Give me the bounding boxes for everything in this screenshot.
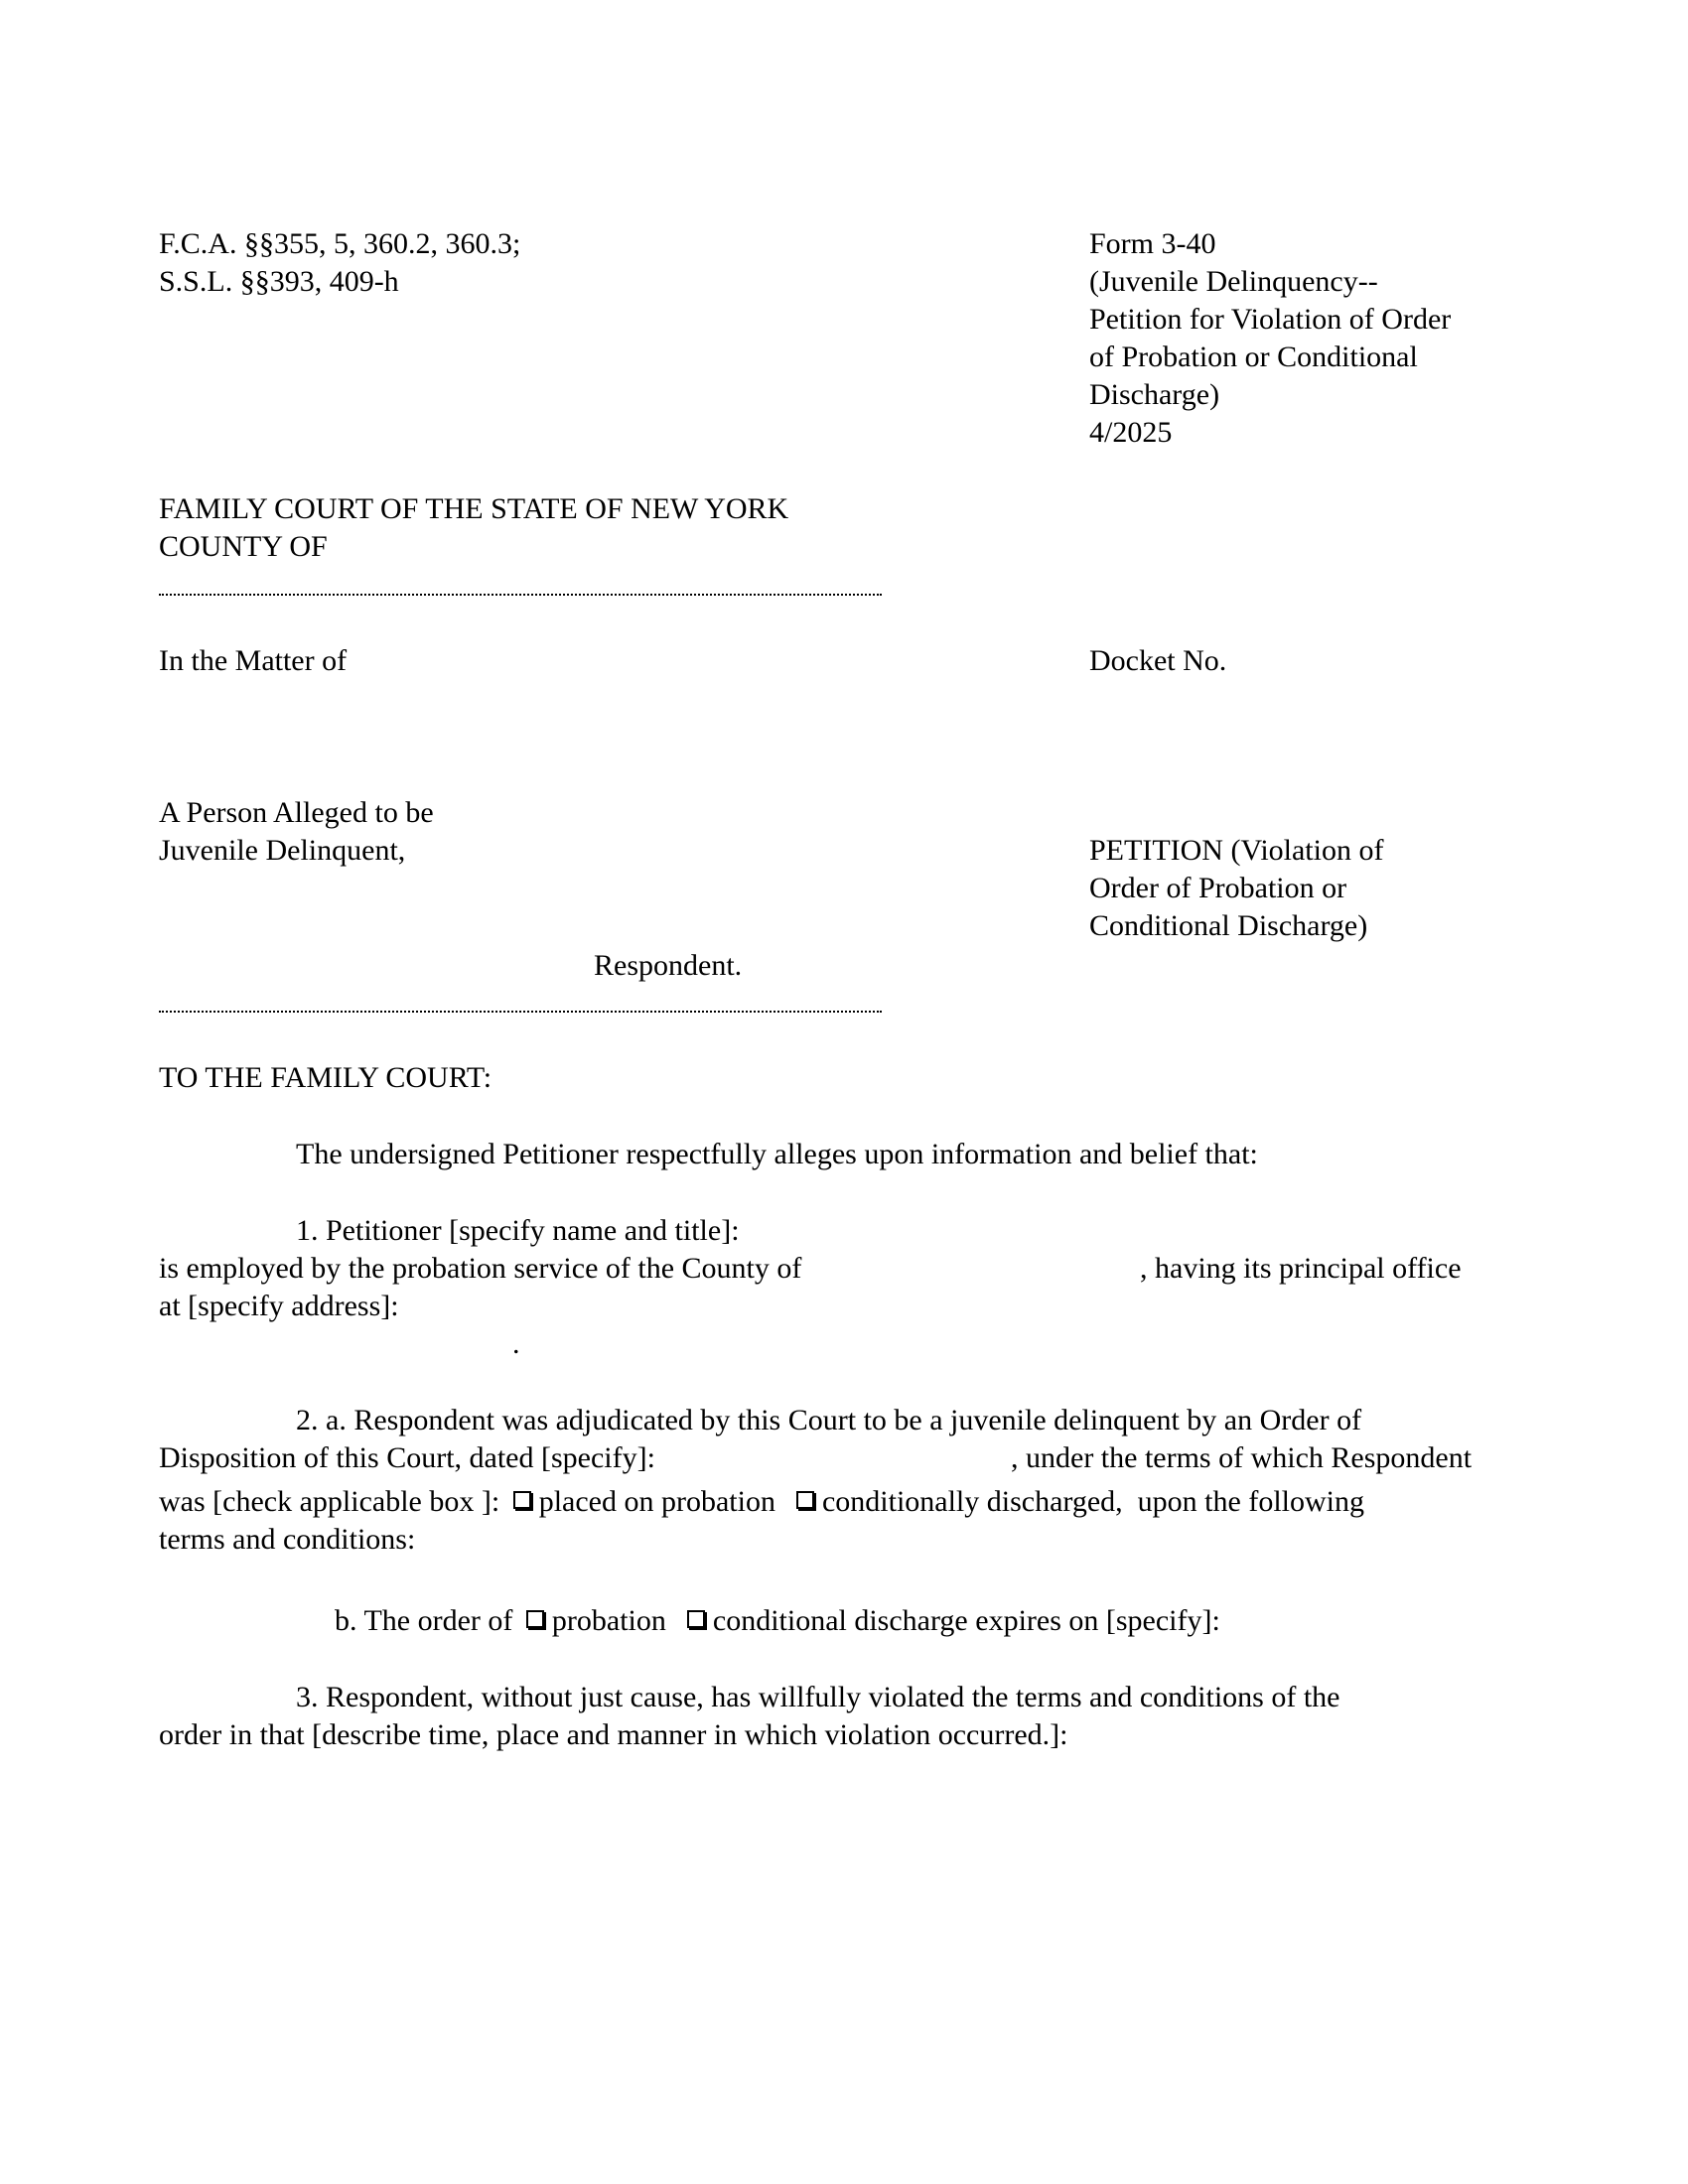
p1-county-line: is employed by the probation service of the County of: [159, 1252, 802, 1285]
form-line: 4/2025: [1089, 416, 1173, 449]
petition-title-line: PETITION (Violation of: [1089, 834, 1384, 867]
court-name: FAMILY COURT OF THE STATE OF NEW YORK: [159, 492, 789, 525]
p1-petitioner-line: 1. Petitioner [specify name and title]:: [296, 1214, 740, 1247]
docket-label: Docket No.: [1089, 644, 1227, 677]
person-line-2: Juvenile Delinquent,: [159, 834, 406, 867]
court-heading: [159, 490, 788, 566]
discharge-expiry-label: conditional discharge expires on [specify]:: [712, 1604, 1220, 1637]
county-label: COUNTY OF: [159, 530, 328, 563]
respondent-description: [159, 794, 434, 870]
p2a-check-label: was [check applicable box ]:: [159, 1485, 500, 1518]
caption-divider-bottom: [159, 1011, 882, 1013]
discharge-expiry-checkbox[interactable]: [687, 1610, 705, 1628]
p2a-terms-line: , under the terms of which Respondent: [1011, 1441, 1473, 1474]
form-line: Form 3-40: [1089, 227, 1216, 260]
p2a-date-line: Disposition of this Court, dated [specify]:: [159, 1441, 655, 1474]
discharge-option-label: conditionally discharged,: [821, 1485, 1123, 1518]
form-line: (Juvenile Delinquency--: [1089, 265, 1378, 298]
p3-violation-line: 3. Respondent, without just cause, has willfully violated the terms and conditions of the: [296, 1681, 1340, 1713]
petition-title-line: Order of Probation or: [1089, 872, 1347, 904]
statute-line-2: S.S.L. §§393, 409-h: [159, 265, 399, 298]
petition-title: [1089, 832, 1383, 945]
discharge-checkbox[interactable]: [796, 1491, 814, 1509]
form-line: Discharge): [1089, 378, 1220, 411]
intro-paragraph: The undersigned Petitioner respectfully alleges upon information and belief that:: [296, 1138, 1258, 1170]
caption-divider-top: [159, 594, 882, 596]
statute-citation: [159, 225, 520, 301]
p1-office-line: , having its principal office: [1140, 1252, 1462, 1285]
p2a-terms-conditions: terms and conditions:: [159, 1523, 416, 1556]
p1-address-line: at [specify address]:: [159, 1290, 399, 1322]
probation-option-label: placed on probation: [538, 1485, 775, 1518]
person-line-1: A Person Alleged to be: [159, 796, 434, 829]
to-court-heading: TO THE FAMILY COURT:: [159, 1061, 492, 1094]
p2a-adjudication-line: 2. a. Respondent was adjudicated by this Court to be a juvenile delinquent by an Order of: [296, 1404, 1362, 1436]
form-line: of Probation or Conditional: [1089, 341, 1418, 373]
p2a-following-label: upon the following: [1137, 1485, 1364, 1518]
p1-address-end: .: [512, 1327, 520, 1360]
p2b-expiration-line: [335, 1602, 1220, 1640]
probation-checkbox[interactable]: [513, 1491, 531, 1509]
form-line: Petition for Violation of Order: [1089, 303, 1452, 336]
matter-label: In the Matter of: [159, 644, 348, 677]
form-designation: [1089, 225, 1451, 452]
probation-expiry-checkbox[interactable]: [526, 1610, 544, 1628]
petition-title-line: Conditional Discharge): [1089, 909, 1368, 942]
probation-expiry-label: probation: [551, 1604, 666, 1637]
p2a-checkbox-line: [159, 1483, 1364, 1521]
p2b-lead: b. The order of: [335, 1604, 513, 1637]
respondent-label: Respondent.: [594, 949, 743, 982]
p3-description-line: order in that [describe time, place and manner in which violation occurred.]:: [159, 1718, 1068, 1751]
statute-line-1: F.C.A. §§355, 5, 360.2, 360.3;: [159, 227, 521, 260]
